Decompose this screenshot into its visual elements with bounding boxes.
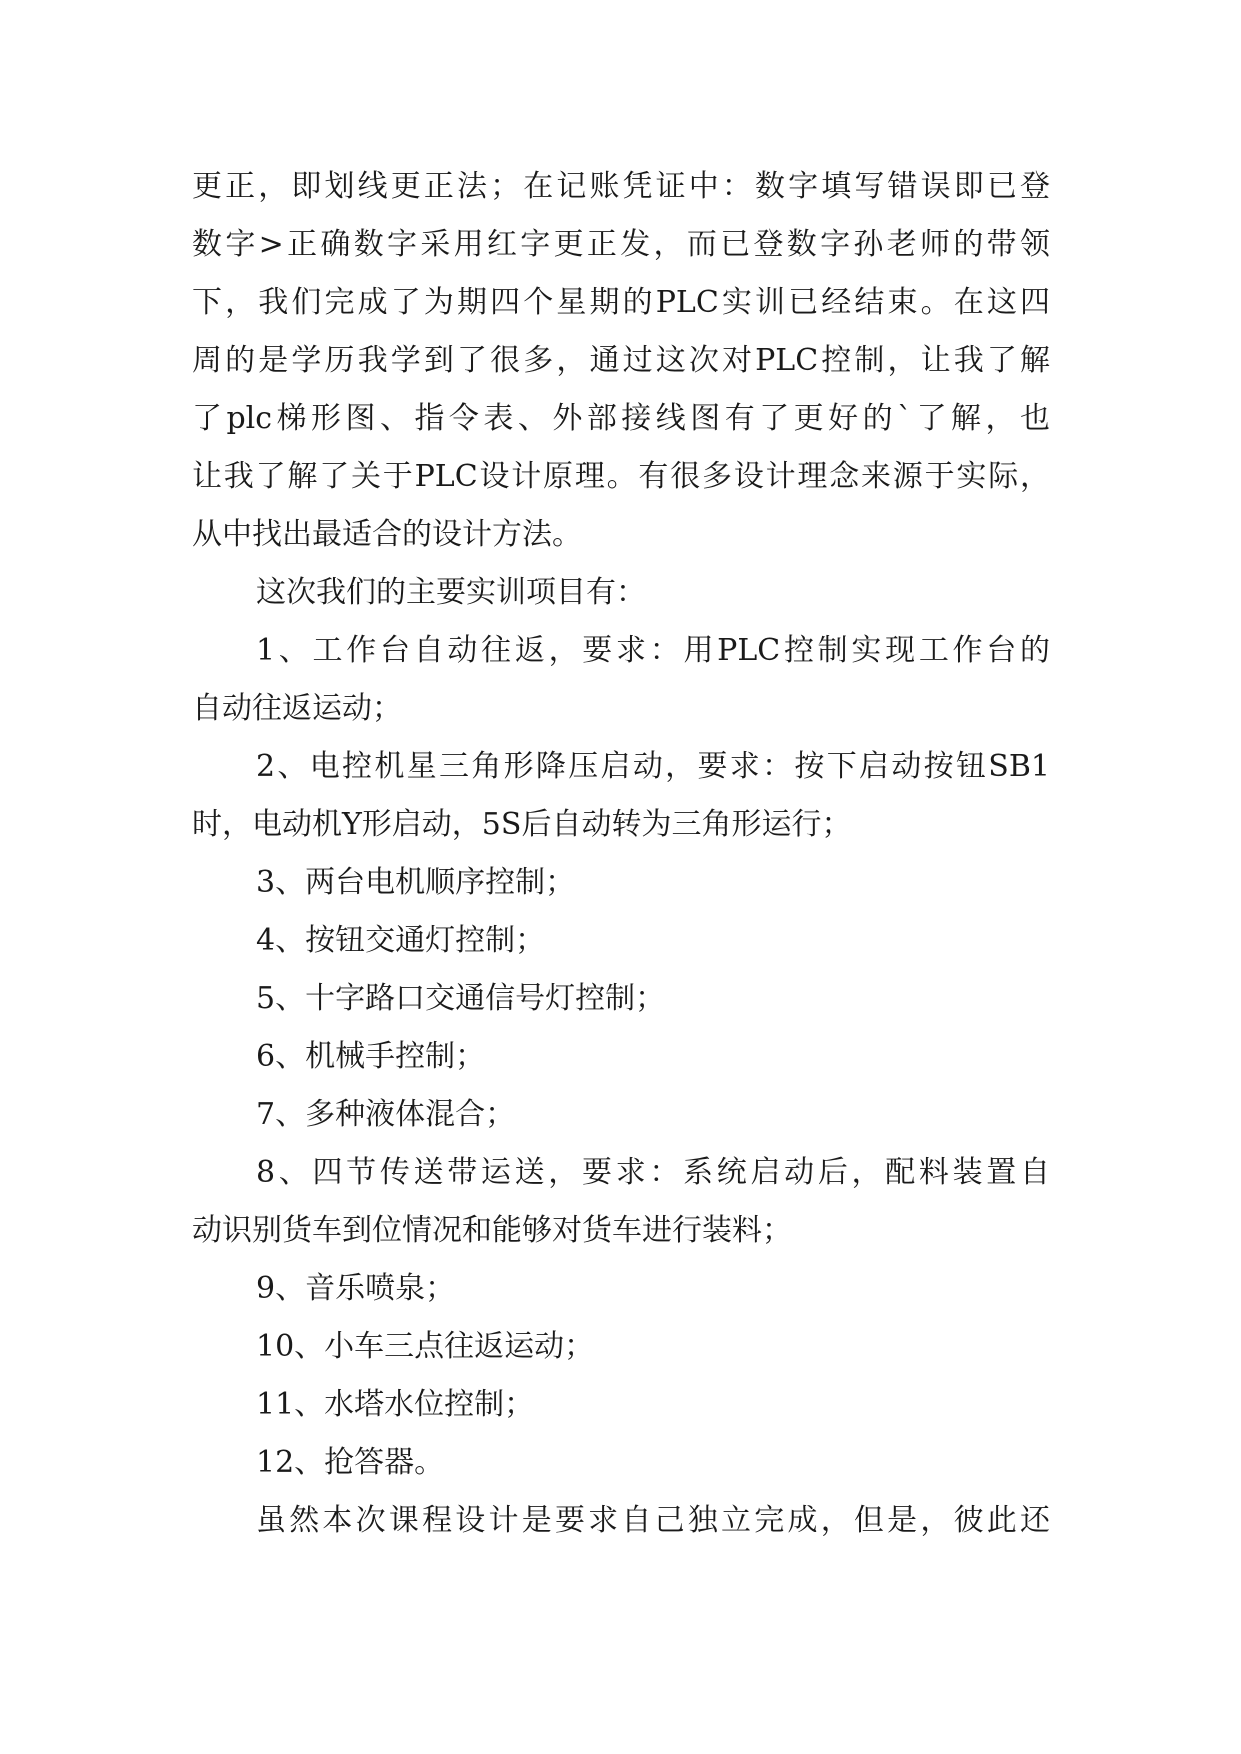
- list-item-continuation: 动识别货车到位情况和能够对货车进行装料；: [192, 1213, 792, 1248]
- text-line: 让我了解了关于PLC设计原理。有很多设计理念来源于实际，: [192, 459, 1050, 494]
- text-line: 更正，即划线更正法；在记账凭证中：数字填写错误即已登: [192, 169, 1050, 204]
- list-item: 11、水塔水位控制；: [256, 1387, 535, 1422]
- text-line: 虽然本次课程设计是要求自己独立完成，但是，彼此还: [256, 1503, 1050, 1538]
- text-line: 这次我们的主要实训项目有：: [256, 575, 646, 610]
- list-item: 2、电控机星三角形降压启动，要求：按下启动按钮SB1: [256, 749, 1050, 784]
- text-line: 下，我们完成了为期四个星期的PLC实训已经结束。在这四: [192, 285, 1050, 320]
- list-item: 12、抢答器。: [256, 1445, 445, 1480]
- list-item: 3、两台电机顺序控制；: [256, 865, 576, 900]
- text-line: 了plc梯形图、指令表、外部接线图有了更好的`了解，也: [192, 401, 1050, 436]
- text-line: 周的是学历我学到了很多，通过这次对PLC控制，让我了解: [192, 343, 1050, 378]
- list-item: 9、音乐喷泉；: [256, 1271, 456, 1306]
- list-item: 5、十字路口交通信号灯控制；: [256, 981, 666, 1016]
- list-item: 6、机械手控制；: [256, 1039, 486, 1074]
- list-item: 4、按钮交通灯控制；: [256, 923, 546, 958]
- list-item: 1、工作台自动往返，要求：用PLC控制实现工作台的: [256, 633, 1050, 668]
- text-line: 数字>正确数字采用红字更正发，而已登数字孙老师的带领: [192, 227, 1050, 262]
- list-item: 8、四节传送带运送，要求：系统启动后，配料装置自: [256, 1155, 1050, 1190]
- list-item: 7、多种液体混合；: [256, 1097, 516, 1132]
- list-item-continuation: 自动往返运动；: [192, 691, 402, 726]
- text-line: 从中找出最适合的设计方法。: [192, 517, 582, 552]
- body-text: [192, 158, 1050, 1550]
- list-item: 10、小车三点往返运动；: [256, 1329, 595, 1364]
- list-item-continuation: 时，电动机Y形启动，5S后自动转为三角形运行；: [192, 807, 852, 842]
